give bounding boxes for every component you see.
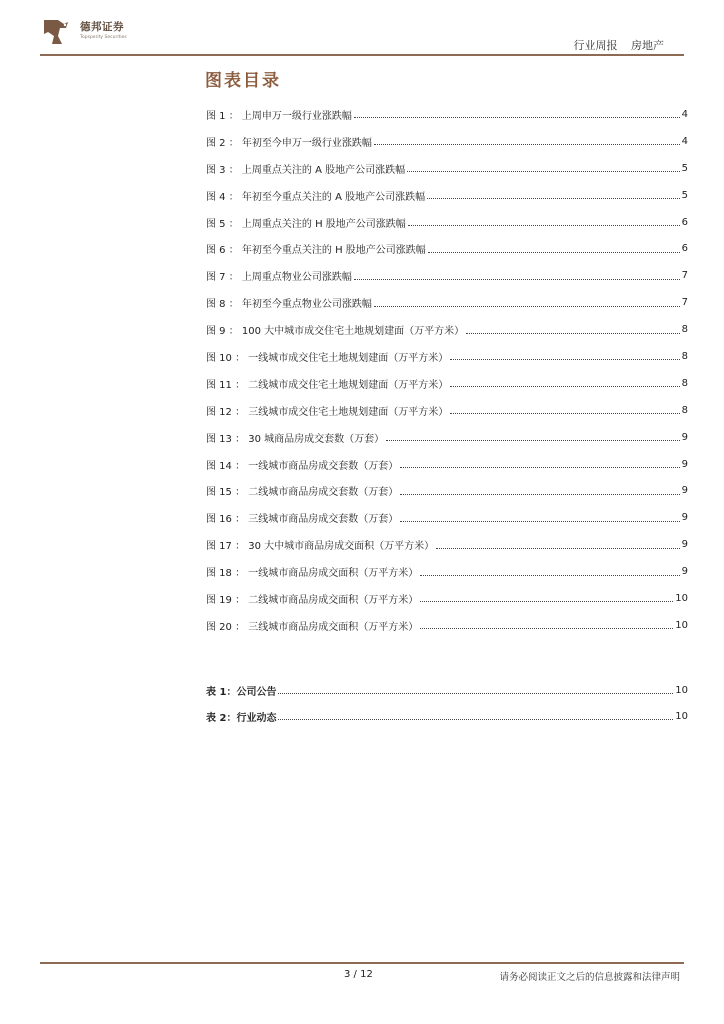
footer-divider xyxy=(40,962,684,964)
entry-page: 9 xyxy=(681,485,688,497)
dot-leader xyxy=(354,116,680,118)
entry-page: 6 xyxy=(681,243,688,255)
table-list xyxy=(206,677,688,730)
toc-figure-entry[interactable] xyxy=(206,504,688,531)
entry-page: 8 xyxy=(681,377,688,389)
dot-leader xyxy=(407,170,680,172)
entry-page: 5 xyxy=(681,189,688,201)
brand-name-en: Topsperity Securities xyxy=(80,35,127,40)
dot-leader xyxy=(278,719,673,720)
toc-figure-entry[interactable] xyxy=(206,424,688,451)
dot-leader xyxy=(400,466,679,468)
header-divider xyxy=(40,54,684,56)
entry-page: 8 xyxy=(681,324,688,336)
toc-figure-entry[interactable] xyxy=(206,182,688,209)
toc-figure-entry[interactable] xyxy=(206,477,688,504)
entry-label: 图 19 ： 二线城市商品房成交面积（万平方米） xyxy=(206,594,419,606)
toc-figure-entry[interactable] xyxy=(206,397,688,424)
toc-figure-entry[interactable] xyxy=(206,235,688,262)
dot-leader xyxy=(420,574,679,576)
toc-figure-entry[interactable] xyxy=(206,155,688,182)
dot-leader xyxy=(354,278,680,280)
dot-leader xyxy=(450,385,679,387)
brand-name-cn: 德邦证券 xyxy=(80,21,124,33)
entry-page: 9 xyxy=(681,512,688,524)
toc-table-entry[interactable] xyxy=(206,677,688,704)
entry-label: 图 7 ： 上周重点物业公司涨跌幅 xyxy=(206,272,352,284)
entry-label: 图 3 ： 上周重点关注的 A 股地产公司涨跌幅 xyxy=(206,164,406,176)
header-tags xyxy=(574,37,665,53)
entry-page: 9 xyxy=(681,566,688,578)
dot-leader xyxy=(420,627,673,629)
entry-page: 5 xyxy=(681,162,688,174)
brand-logo xyxy=(38,14,148,50)
page-number: 3 / 12 xyxy=(344,969,373,980)
entry-label: 图 18 ： 一线城市商品房成交面积（万平方米） xyxy=(206,568,419,580)
dot-leader xyxy=(466,332,679,334)
toc-figure-entry[interactable] xyxy=(206,558,688,585)
entry-label: 图 20 ： 三线城市商品房成交面积（万平方米） xyxy=(206,621,419,633)
toc-figure-entry[interactable] xyxy=(206,370,688,397)
entry-page: 8 xyxy=(681,350,688,362)
entry-page: 6 xyxy=(681,216,688,228)
entry-label: 图 13 ： 30 城商品房成交套数（万套） xyxy=(206,433,385,445)
entry-label: 图 11 ： 二线城市成交住宅土地规划建面（万平方米） xyxy=(206,379,449,391)
toc-figure-entry[interactable] xyxy=(206,262,688,289)
dot-leader xyxy=(400,493,679,495)
dot-leader xyxy=(420,600,673,602)
dot-leader xyxy=(374,143,680,145)
entry-page: 10 xyxy=(675,711,688,723)
disclaimer-text: 请务必阅读正文之后的信息披露和法律声明 xyxy=(499,972,680,983)
entry-label: 图 6 ： 年初至今重点关注的 H 股地产公司涨跌幅 xyxy=(206,245,426,257)
entry-page: 8 xyxy=(681,404,688,416)
toc-figure-entry[interactable] xyxy=(206,101,688,128)
entry-page: 10 xyxy=(675,684,688,696)
logo-icon xyxy=(38,14,74,50)
entry-page: 9 xyxy=(681,431,688,443)
dot-leader xyxy=(427,197,680,199)
entry-page: 4 xyxy=(681,108,688,120)
entry-label: 图 16 ： 三线城市商品房成交套数（万套） xyxy=(206,514,399,526)
toc-title: 图表目录 xyxy=(205,71,281,91)
dot-leader xyxy=(450,358,679,360)
dot-leader xyxy=(400,520,679,522)
entry-page: 7 xyxy=(681,297,688,309)
dot-leader xyxy=(450,412,679,414)
toc-figure-entry[interactable] xyxy=(206,343,688,370)
entry-label: 图 15 ： 二线城市商品房成交套数（万套） xyxy=(206,487,399,499)
dot-leader xyxy=(428,251,680,253)
entry-label: 图 14 ： 一线城市商品房成交套数（万套） xyxy=(206,460,399,472)
sector-name: 房地产 xyxy=(631,39,664,52)
entry-page: 4 xyxy=(681,135,688,147)
entry-page: 9 xyxy=(681,539,688,551)
entry-label: 图 4 ： 年初至今重点关注的 A 股地产公司涨跌幅 xyxy=(206,191,426,203)
entry-label: 图 9 ： 100 大中城市成交住宅土地规划建面（万平方米） xyxy=(206,326,465,338)
dot-leader xyxy=(436,547,679,549)
entry-page: 10 xyxy=(675,592,688,604)
entry-label: 表 1：公司公告 xyxy=(206,686,277,698)
toc-figure-entry[interactable] xyxy=(206,209,688,236)
entry-label: 图 17 ： 30 大中城市商品房成交面积（万平方米） xyxy=(206,541,435,553)
dot-leader xyxy=(386,439,679,441)
entry-page: 7 xyxy=(681,270,688,282)
toc-figure-entry[interactable] xyxy=(206,612,688,639)
entry-label: 图 8 ： 年初至今重点物业公司涨跌幅 xyxy=(206,299,372,311)
entry-label: 图 12 ： 三线城市成交住宅土地规划建面（万平方米） xyxy=(206,406,449,418)
toc-figure-entry[interactable] xyxy=(206,451,688,478)
dot-leader xyxy=(408,224,680,226)
entry-label: 图 1 ： 上周申万一级行业涨跌幅 xyxy=(206,110,352,122)
entry-page: 10 xyxy=(675,619,688,631)
entry-label: 表 2：行业动态 xyxy=(206,713,277,725)
dot-leader xyxy=(374,305,680,307)
toc-figure-entry[interactable] xyxy=(206,289,688,316)
entry-label: 图 10 ： 一线城市成交住宅土地规划建面（万平方米） xyxy=(206,352,449,364)
toc-figure-entry[interactable] xyxy=(206,585,688,612)
entry-page: 9 xyxy=(681,458,688,470)
figure-list xyxy=(206,101,688,639)
toc-figure-entry[interactable] xyxy=(206,316,688,343)
doc-type: 行业周报 xyxy=(573,39,618,52)
toc-figure-entry[interactable] xyxy=(206,531,688,558)
entry-label: 图 5 ： 上周重点关注的 H 股地产公司涨跌幅 xyxy=(206,218,406,230)
toc-figure-entry[interactable] xyxy=(206,128,688,155)
dot-leader xyxy=(278,693,673,694)
entry-label: 图 2 ： 年初至今申万一级行业涨跌幅 xyxy=(206,137,372,149)
toc-table-entry[interactable] xyxy=(206,704,688,731)
